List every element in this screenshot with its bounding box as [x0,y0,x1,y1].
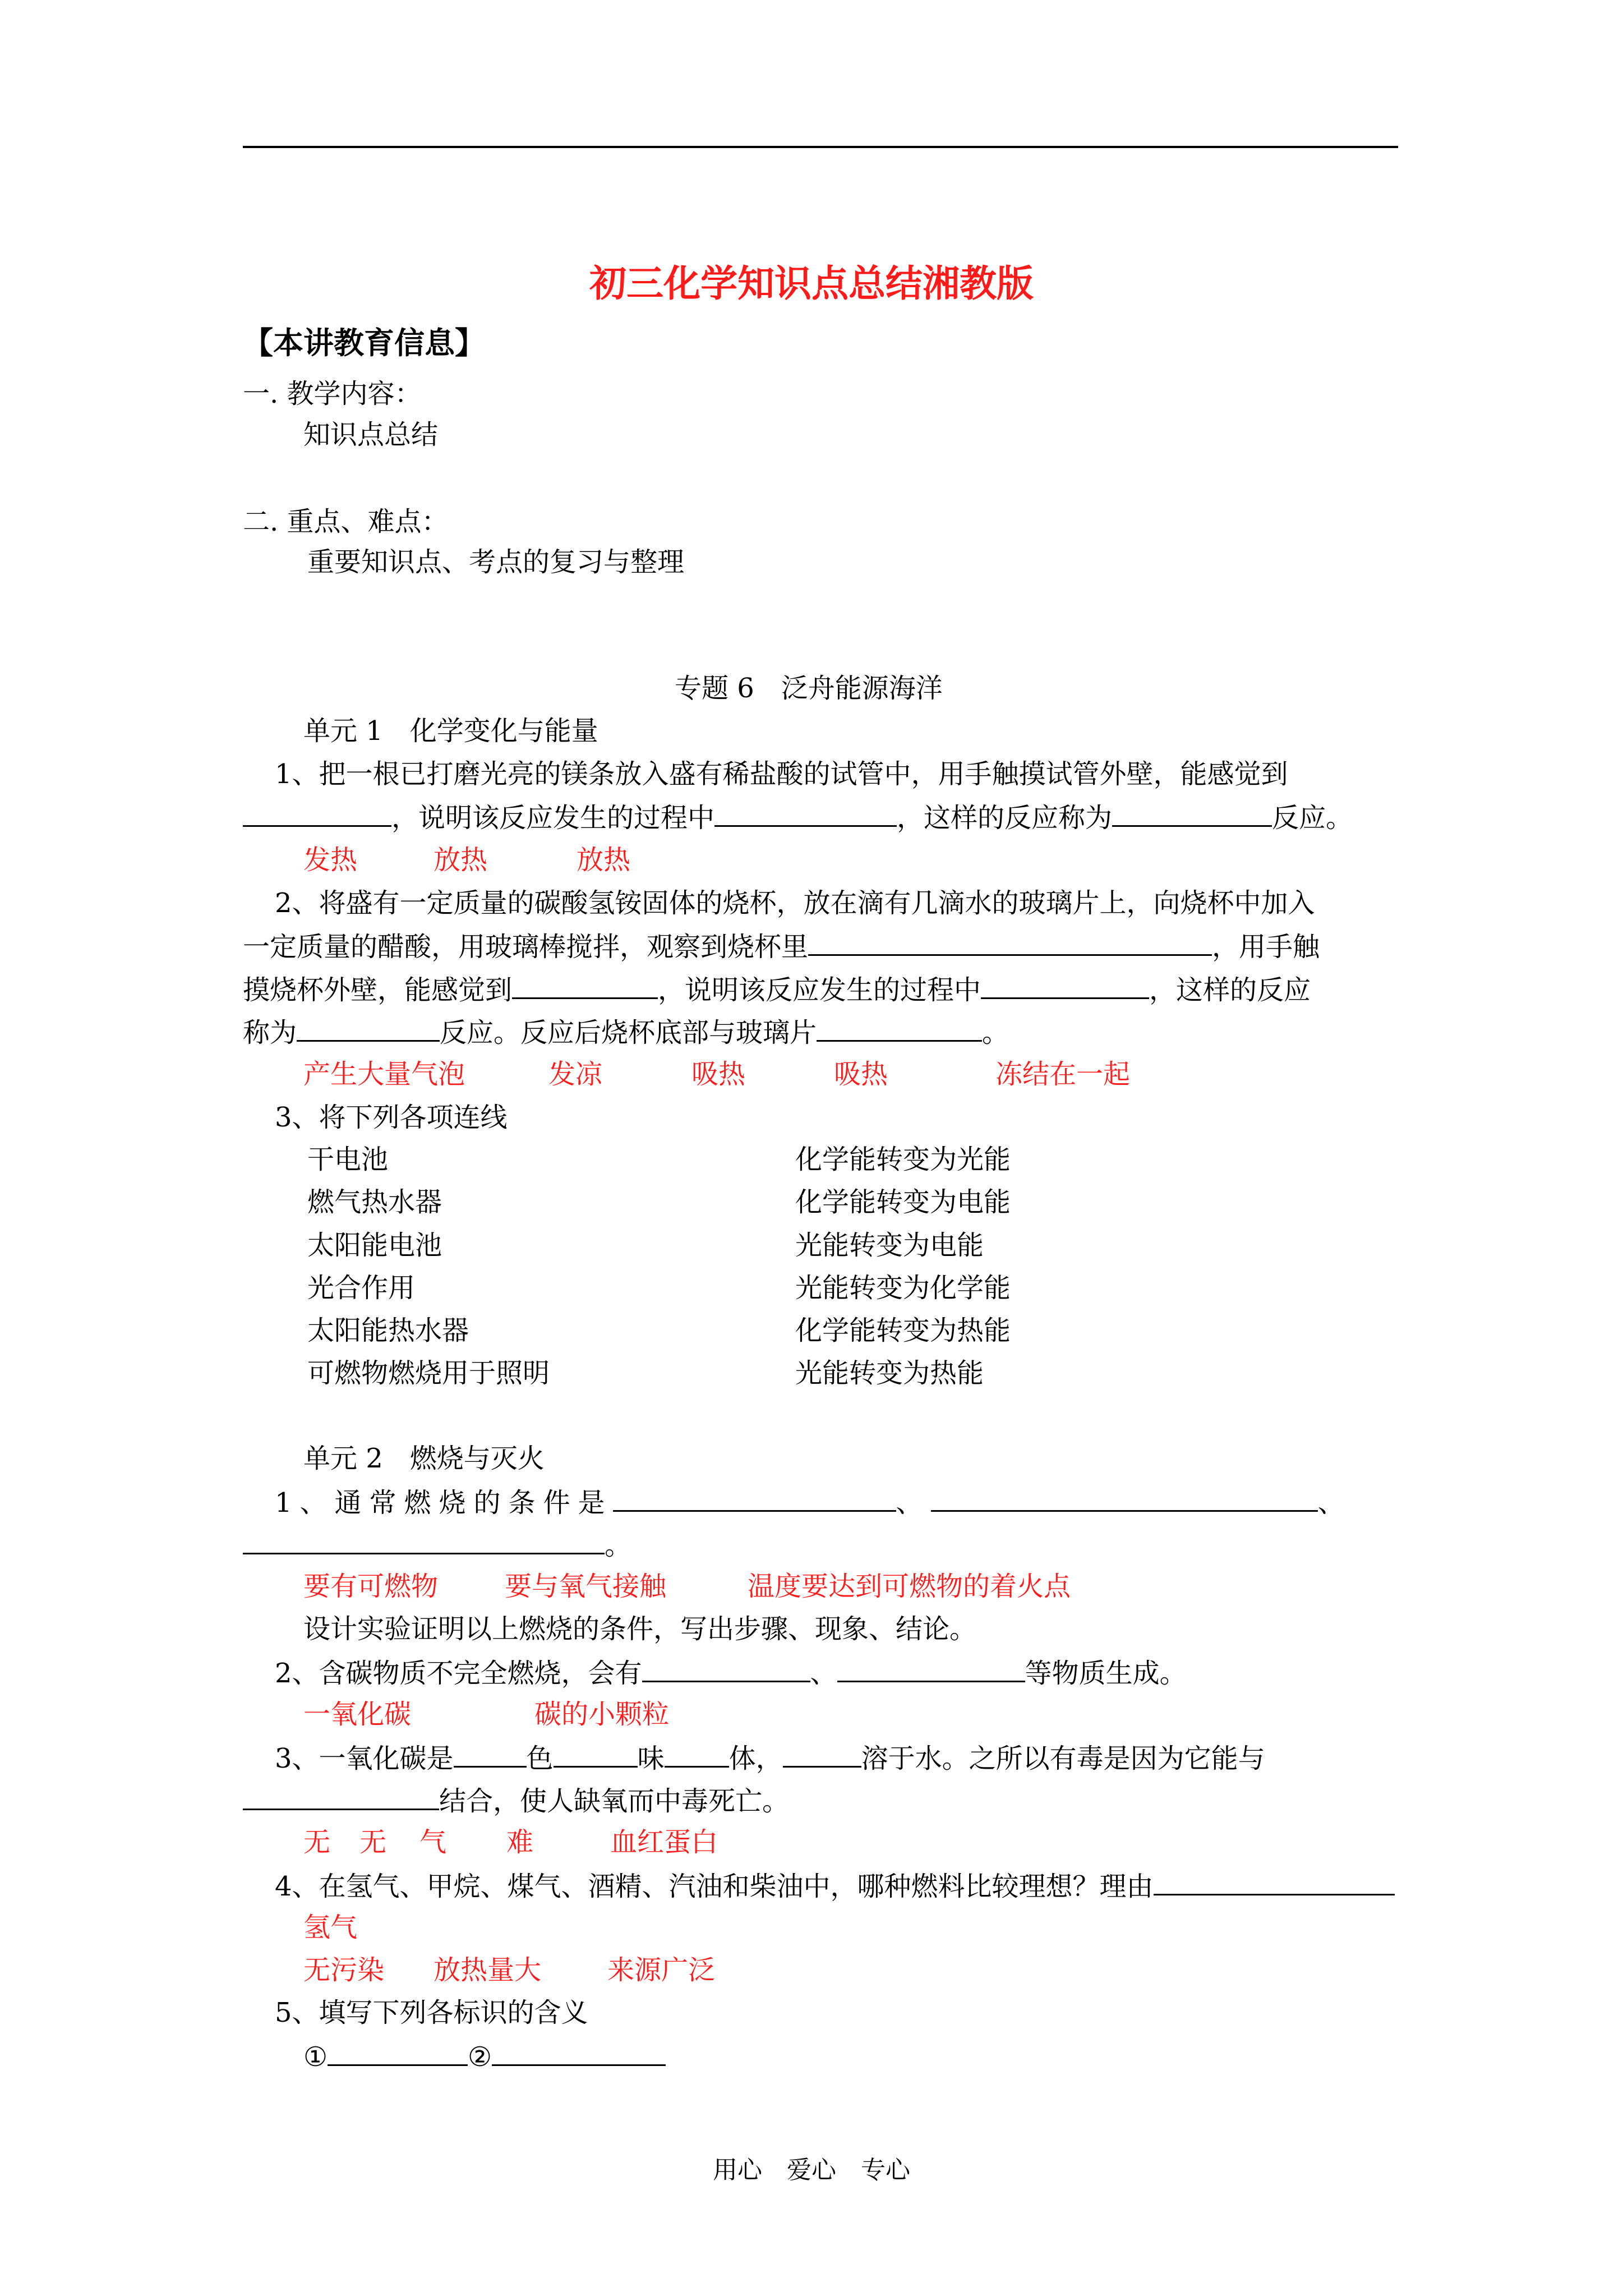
u2-q1-answer-1: 要有可燃物 [303,1571,439,1602]
answer-blank[interactable] [328,2039,468,2066]
u1-q3-heading: 3、将下列各项连线 [275,1102,508,1133]
match-right-item[interactable]: 化学能转变为热能 [795,1315,1011,1346]
u2-q3-answer-2: 无 [359,1826,387,1858]
u2-q3-answer-5: 血红蛋白 [610,1826,718,1858]
u1-q1-line1: 1、把一根已打磨光亮的镁条放入盛有稀盐酸的试管中，用手触摸试管外壁，能感觉到 [275,758,1288,790]
u2-q1-line2: 。 [243,1527,631,1562]
u2-q3-line1: 3、一氧化碳是 色 味 体， 溶于水。之所以有毒是因为它能与 [275,1740,1265,1775]
answer-blank[interactable] [808,928,1212,956]
u2-q1-line1: 1、通常燃烧的条件是 、 、 [275,1484,1353,1520]
match-right-item[interactable]: 化学能转变为电能 [795,1186,1011,1218]
answer-blank[interactable] [613,1484,896,1512]
match-right-item[interactable]: 化学能转变为光能 [795,1144,1011,1175]
u1-q2-line4: 称为 反应。反应后烧杯底部与玻璃片 。 [243,1014,1009,1050]
section2-content: 重要知识点、考点的复习与整理 [307,546,685,578]
header-rule [243,146,1398,148]
u1-q2-answer-2: 发凉 [548,1059,603,1090]
topic-heading: 专题 6 泛舟能源海洋 [675,673,943,704]
answer-blank[interactable] [492,2039,666,2066]
u1-q2-answer-3: 吸热 [691,1059,746,1090]
u2-q1-answer-3: 温度要达到可燃物的着火点 [748,1571,1071,1602]
info-header: 【本讲教育信息】 [243,325,485,361]
answer-blank[interactable] [243,799,391,827]
answer-blank[interactable] [1154,1868,1395,1895]
u1-q2-answer-5: 冻结在一起 [995,1059,1131,1090]
answer-blank[interactable] [642,1655,810,1682]
u2-q3-line2: 结合，使人缺氧而中毒死亡。 [243,1783,789,1818]
answer-blank[interactable] [837,1655,1025,1682]
u1-q2-line3: 摸烧杯外壁，能感觉到 ，说明该反应发生的过程中 ，这样的反应 [243,972,1311,1007]
answer-blank[interactable] [297,1014,440,1042]
match-right-item[interactable]: 光能转变为电能 [795,1230,984,1261]
u1-q1-answer-1: 发热 [303,844,358,876]
match-left-item[interactable]: 干电池 [307,1144,389,1175]
u1-q2-line1: 2、将盛有一定质量的碳酸氢铵固体的烧杯，放在滴有几滴水的玻璃片上，向烧杯中加入 [275,887,1315,919]
u1-q1-line2: ，说明该反应发生的过程中 ，这样的反应称为 反应。 [243,799,1353,835]
u2-q4-reason-1: 无污染 [303,1954,385,1986]
match-right-item[interactable]: 光能转变为化学能 [795,1272,1011,1304]
u1-q2-answer-1: 产生大量气泡 [303,1059,465,1090]
unit2-heading: 单元 2 燃烧与灭火 [303,1443,545,1474]
match-left-item[interactable]: 燃气热水器 [307,1186,442,1218]
answer-blank[interactable] [454,1740,527,1768]
answer-blank[interactable] [981,972,1149,999]
u2-q2-answer-2: 碳的小颗粒 [534,1699,670,1730]
match-left-item[interactable]: 可燃物燃烧用于照明 [307,1358,550,1389]
section1-content: 知识点总结 [303,419,439,450]
u2-q5-heading: 5、填写下列各标识的含义 [275,1997,588,2028]
u2-q4-answer-main: 氢气 [303,1912,358,1943]
circle-one-marker: ① [303,2041,328,2073]
u2-q4-reason-2: 放热量大 [434,1954,542,1986]
page-footer: 用心 爱心 专心 [713,2156,910,2184]
u2-q4-line: 4、在氢气、甲烷、煤气、酒精、汽油和柴油中，哪种燃料比较理想？理由 [275,1868,1395,1903]
u2-q4-reason-3: 来源广泛 [607,1954,716,1986]
answer-blank[interactable] [665,1740,729,1768]
match-right-item[interactable]: 光能转变为热能 [795,1358,984,1389]
u2-q5-line [303,2039,666,2074]
u2-q1-answer-2: 要与氧气接触 [505,1571,667,1602]
circle-two-marker: ② [468,2041,492,2073]
unit1-heading: 单元 1 化学变化与能量 [303,715,598,747]
u1-q1-answer-3: 放热 [577,844,631,876]
u1-q1-answer-2: 放热 [434,844,488,876]
u2-q3-answer-1: 无 [303,1826,331,1858]
answer-blank[interactable] [931,1484,1318,1512]
answer-blank[interactable] [1112,799,1272,827]
answer-blank[interactable] [783,1740,861,1768]
u1-q2-line2: 一定质量的醋酸，用玻璃棒搅拌，观察到烧杯里 ，用手触 [243,928,1320,964]
answer-blank[interactable] [817,1014,982,1042]
answer-blank[interactable] [554,1740,638,1768]
section1-heading: 一. 教学内容： [243,378,422,409]
u1-q2-answer-4: 吸热 [834,1059,888,1090]
match-left-item[interactable]: 太阳能热水器 [307,1315,469,1346]
document-title: 初三化学知识点总结湘教版 [589,261,1034,305]
u2-q1-note: 设计实验证明以上燃烧的条件，写出步骤、现象、结论。 [303,1613,977,1645]
u2-q3-answer-3: 气 [419,1826,447,1858]
answer-blank[interactable] [714,799,897,827]
answer-blank[interactable] [243,1783,439,1810]
match-left-item[interactable]: 太阳能电池 [307,1230,442,1261]
section2-heading: 二. 重点、难点： [243,506,449,537]
answer-blank[interactable] [243,1527,605,1554]
answer-blank[interactable] [512,972,658,999]
match-left-item[interactable]: 光合作用 [307,1272,416,1304]
u2-q2-line: 2、含碳物质不完全燃烧，会有 、 等物质生成。 [275,1655,1187,1690]
u2-q3-answer-4: 难 [506,1826,534,1858]
u2-q2-answer-1: 一氧化碳 [303,1699,412,1730]
